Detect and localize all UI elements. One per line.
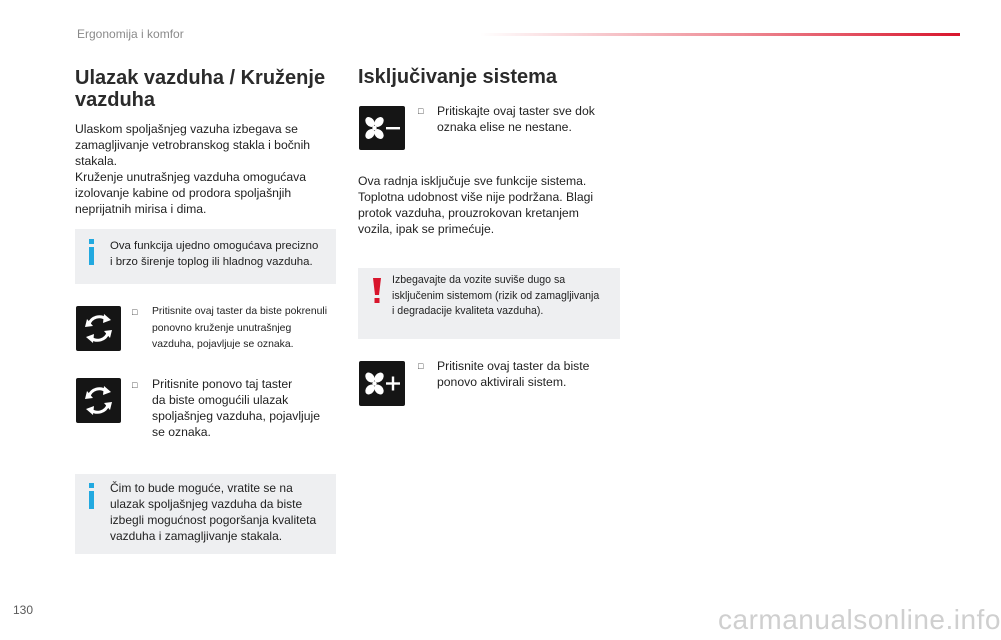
info-note-line: izbegli mogućnost pogoršanja kvaliteta: [110, 513, 317, 527]
info-note-line: vazduha i zamagljivanje stakala.: [110, 529, 283, 543]
warning-line: Izbegavajte da vozite suviše dugo sa: [392, 274, 566, 286]
step-bullet-icon: □: [132, 307, 138, 317]
warning-note: [358, 268, 620, 339]
fan-minus-icon: [359, 106, 405, 150]
fan-minus-button-image: [359, 106, 405, 150]
right-heading: [358, 66, 628, 88]
right-step1-text: [437, 103, 637, 135]
left-step1-text: [152, 304, 342, 354]
info-note-line: i brzo širenje toplog ili hladnog vazduha.: [110, 255, 313, 268]
info-note-line: ulazak spoljašnjeg vazduha da biste: [110, 497, 303, 511]
step-line: se oznaka.: [152, 425, 211, 439]
left-heading: [75, 67, 345, 111]
para-line: vozila, ipak se primećuje.: [358, 222, 495, 236]
header-accent-line: [480, 33, 960, 36]
left-step2-text: [152, 376, 342, 440]
intro-line: izolovanje kabine od prodora spoljašnjih: [75, 186, 292, 200]
step-bullet-icon: □: [418, 361, 424, 371]
info-icon: [89, 239, 94, 244]
step-line: oznaka elise ne nestane.: [437, 120, 572, 134]
warning-line: isključenim sistemom (rizik od zamagljivanja: [392, 289, 600, 302]
left-heading-line2: vazduha: [75, 89, 156, 111]
step-bullet-icon: □: [132, 380, 138, 390]
info-icon-bar: [89, 491, 94, 509]
air-recirculation-icon: [76, 378, 121, 423]
info-icon-bar: [89, 247, 94, 265]
watermark-text: carmanualsonline.info: [718, 604, 1001, 635]
warning-line: i degradacije kvaliteta vazduha).: [392, 305, 544, 317]
fan-plus-icon: [359, 361, 405, 406]
intro-line: stakala.: [75, 154, 118, 168]
step-line: ponovno kruženje unutrašnjeg: [152, 322, 292, 334]
info-note-line: Čim to bude moguće, vratite se na: [110, 481, 293, 495]
step-line: Pritiskajte ovaj taster sve dok: [437, 104, 595, 118]
info-note-line: Ova funkcija ujedno omogućava precizno: [110, 240, 319, 252]
step-line: spoljašnjeg vazduha, pojavljuje: [152, 409, 321, 423]
recirculation-button-image: [76, 306, 121, 351]
info-note: [75, 229, 336, 284]
info-note-2: [75, 474, 336, 554]
left-intro-paragraph: [75, 121, 345, 217]
step-line: Pritisnite ovaj taster da biste pokrenuli: [152, 306, 327, 317]
step-line: vazduha, pojavljuje se oznaka.: [152, 339, 294, 350]
step-bullet-icon: □: [418, 106, 424, 116]
info-icon: [89, 483, 94, 488]
para-line: Ova radnja isključuje sve funkcije sistema.: [358, 174, 587, 188]
warning-icon: [372, 278, 382, 304]
section-header-title: Ergonomija i komfor: [77, 27, 184, 41]
step-line: ponovo aktivirali sistem.: [437, 375, 567, 389]
intro-line: Ulaskom spoljašnjeg vazuha izbegava se: [75, 122, 298, 136]
left-heading-line1: Ulazak vazduha / Kruženje: [75, 67, 326, 89]
intro-line: zamagljivanje vetrobranskog stakla i bočnih: [75, 138, 311, 152]
recirculation-button-image: [76, 378, 121, 423]
step-line: Pritisnite ponovo taj taster: [152, 377, 293, 391]
right-heading-text: Isključivanje sistema: [358, 66, 558, 88]
step-line: Pritisnite ovaj taster da biste: [437, 359, 590, 373]
air-recirculation-icon: [76, 306, 121, 351]
right-paragraph: [358, 173, 623, 237]
para-line: protok vazduha, prouzrokovan kretanjem: [358, 206, 579, 220]
para-line: Toplotna udobnost više nije podržana. Blagi: [358, 190, 594, 204]
intro-line: neprijatnih mirisa i dima.: [75, 202, 207, 216]
right-step2-text: [437, 358, 637, 390]
intro-line: Kruženje unutrašnjeg vazduha omogućava: [75, 170, 307, 184]
fan-plus-button-image: [359, 361, 405, 406]
step-line: da biste omogućili ulazak: [152, 393, 289, 407]
page-number: 130: [13, 603, 34, 617]
